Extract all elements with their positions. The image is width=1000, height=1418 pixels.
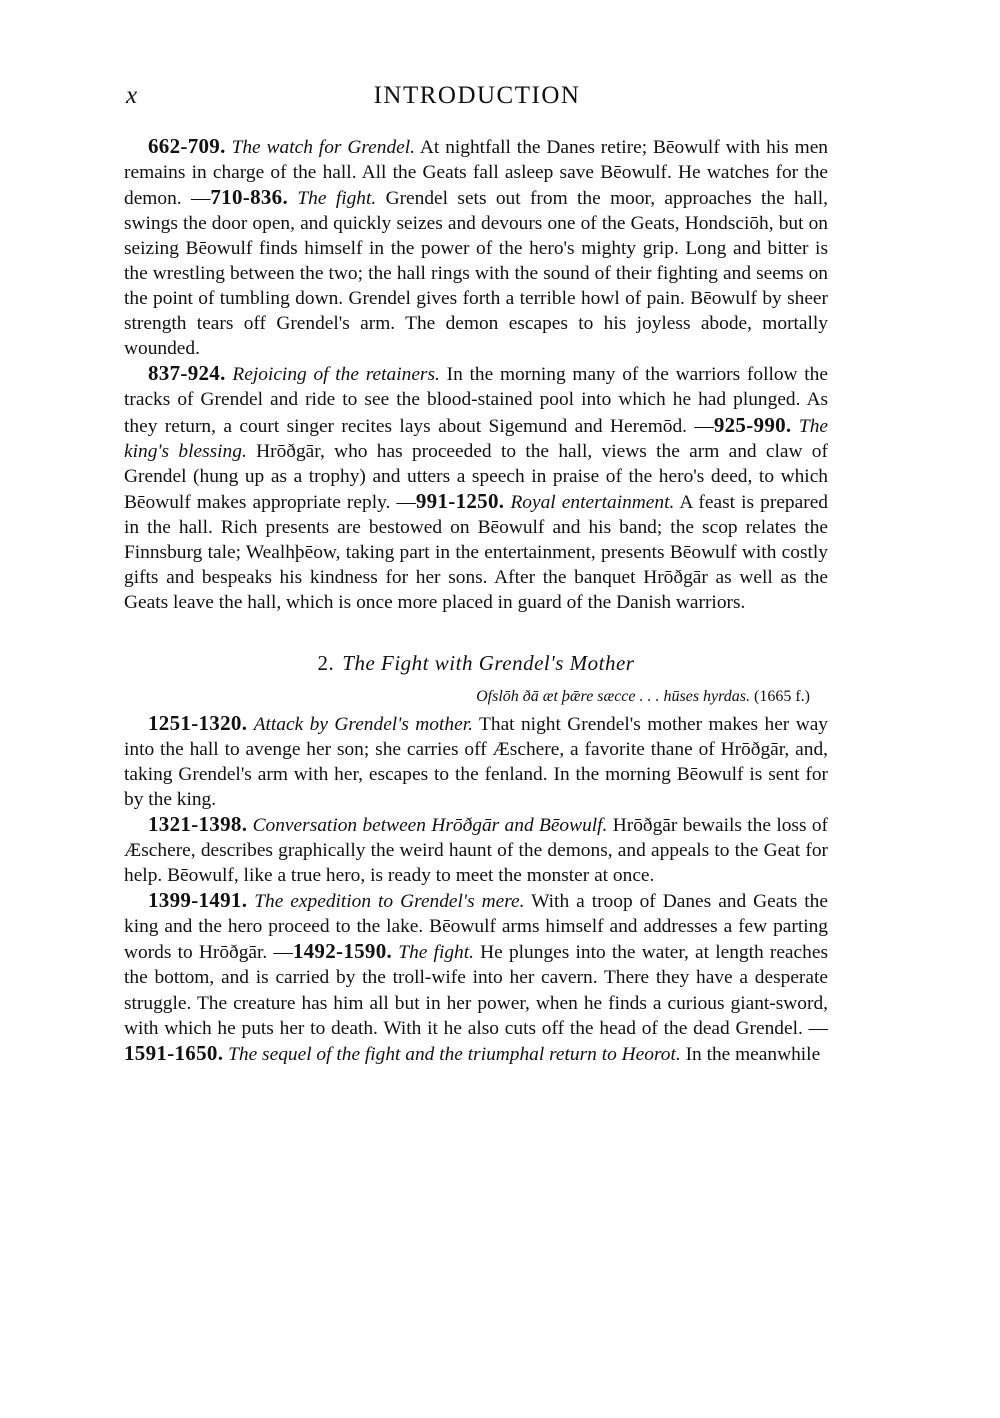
line-range: 991-1250. — [415, 488, 505, 513]
paragraph-text: Hrōðgār bewails the loss of Æschere, describes graphically the weird haunt of the demons, and appeals to the Geat for help. Bēowulf, like a true hero, is ready to meet the monster at once. — [124, 815, 828, 887]
line-range: 1591-1650. — [124, 1040, 224, 1065]
line-range: 1251-1320. — [148, 710, 248, 735]
page-number: x — [126, 82, 138, 109]
body-text — [124, 134, 828, 1067]
line-range: 662-709. — [148, 134, 226, 158]
episode-title: The expedition to Grendel's mere. — [254, 891, 525, 913]
line-range: 710-836. — [210, 185, 289, 210]
paragraph-attack — [124, 711, 828, 812]
line-range: 1399-1491. — [148, 888, 248, 913]
paragraph-text: A feast is prepared in the hall. Rich presents are bestowed on Bēowulf and his band; the scop relates the Finnsburg tale; Wealhþēow, taking part in the entertainment, presents Bēowulf with costly gifts and bespeaks his kindness for her sons. After the banquet Hrōðgār as well as the Geats leave the hall, which is once more placed in guard of the Danish warriors. — [124, 491, 828, 613]
paragraph-expedition — [124, 888, 828, 1066]
line-range: 1321-1398. — [148, 812, 248, 837]
episode-title: The king's blessing. — [124, 415, 828, 462]
paragraph-text: That night Grendel's mother makes her way into the hall to avenge her son; she carries off Æschere, a favorite thane of Hrōðgār, and, taking Grendel's arm with her, escapes to the fenland. In the morning Bēowulf is sent for by the king. — [124, 713, 828, 811]
paragraph-text: He plunges into the water, at length reaches the bottom, and is carried by the troll-wife into her cavern. There they have a desperate struggle. The creature has him all but in her power, when he finds a curious giant-sword, with which he puts her to death. With it he also cuts off the head of the dead Grendel. — — [124, 942, 828, 1039]
episode-title: The fight. — [297, 188, 377, 210]
epigraph-quote: Ofslōh ðā æt þǣre sæcce . . . hūses hyrdas. — [476, 687, 751, 705]
section-title: The Fight with Grendel's Mother — [342, 650, 635, 675]
paragraph-watch-for-grendel — [124, 134, 828, 361]
paragraph-text: Grendel sets out from the moor, approaches the hall, swings the door open, and quickly seizes and devours one of the Geats, Hondsciōh, but on seizing Bēowulf finds himself in the power of the hero's mighty grip. Long and bitter is the wrestling between the two; the hall rings with the sound of their fighting and seems on the point of tumbling down. Grendel gives forth a terrible howl of pain. Bēowulf by sheer strength tears off Grendel's arm. The demon escapes to his joyless abode, mortally wounded. — [124, 188, 828, 360]
episode-title: Conversation between Hrōðgār and Bēowulf. — [252, 815, 608, 837]
episode-title: Rejoicing of the retainers. — [232, 364, 440, 386]
section-number: 2. — [317, 650, 335, 675]
paragraph-rejoicing — [124, 361, 828, 614]
epigraph-reference: (1665 f.) — [754, 687, 810, 705]
line-range: 837-924. — [148, 361, 226, 386]
line-range: 925-990. — [713, 412, 792, 437]
section-heading — [124, 651, 828, 676]
paragraph-text: Hrōðgār, who has proceeded to the hall, views the arm and claw of Grendel (hung up as a trophy) and utters a speech in praise of the hero's deed, to which Bēowulf makes appropriate reply. — — [124, 440, 828, 513]
epigraph — [124, 684, 828, 709]
episode-title: The sequel of the fight and the triumphal return to Heorot. — [228, 1043, 681, 1065]
paragraph-text: In the meanwhile — [685, 1043, 821, 1065]
page-header — [126, 82, 828, 114]
episode-title: The watch for Grendel. — [231, 137, 416, 158]
running-title: INTRODUCTION — [373, 82, 581, 109]
episode-title: Royal entertainment. — [510, 491, 675, 513]
paragraph-conversation — [124, 812, 828, 888]
paragraph-text: With a troop of Danes and Geats the king and the hero proceed to the lake. Bēowulf arms himself and addresses a few parting words to Hrōðgār. — — [124, 891, 828, 964]
episode-title: Attack by Grendel's mother. — [253, 713, 473, 735]
paragraph-text: In the morning many of the warriors follow the tracks of Grendel and ride to see the blood-stained pool into which he had plunged. As they return, a court singer recites lays about Sigemund and Heremōd. — — [124, 364, 828, 437]
paragraph-text: At nightfall the Danes retire; Bēowulf with his men remains in charge of the hall. All the Geats fall asleep save Bēowulf. He watches for the demon. — — [124, 137, 829, 210]
episode-title: The fight. — [398, 942, 474, 964]
line-range: 1492-1590. — [292, 939, 393, 964]
